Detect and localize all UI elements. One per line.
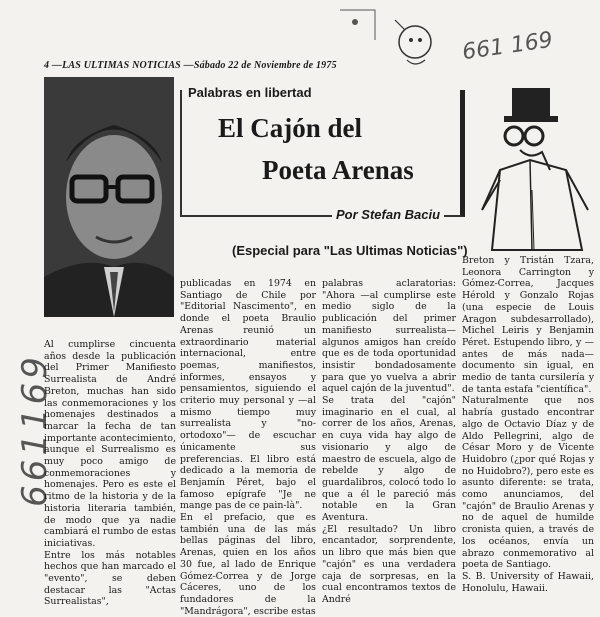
special-note: (Especial para "Las Ultimas Noticias")	[232, 243, 468, 258]
article-column-3: palabras aclaratorias: "Ahora —al cumplirse este medio siglo de la publicación del primer manifiesto surrealista— algunos amigos han creído que es de toda oportunidad insistir bondadosamente para que yo vuelva a abrir aquel cajón de la juventud". Se trata del "cajón" imaginario en el cual, al correr de los años, Arenas, en cuya vida hay algo de visionario y algo de maestro de escuela, algo de rebelde y algo de guardalibros, colocó todo lo que a él le pareció más notable en la Gran Aventura. ¿El resultado? Un libro encantador, sorprendente, un libro que más bien que "cajón" es una verdadera caja de sorpresas, en la cual encontramos textos de André	[322, 278, 456, 605]
cartoon-figure-binoculars	[470, 60, 600, 255]
title-frame	[180, 90, 465, 217]
newspaper-header: 4 —LAS ULTIMAS NOTICIAS —Sábado 22 de Noviembre de 1975	[44, 60, 337, 71]
section-kicker: Palabras en libertad	[184, 85, 316, 100]
article-column-4: Breton y Tristán Tzara, Leonora Carrington y Gómez-Correa, Jacques Hérold y Gonzalo Rojas (una especie de Louis Aragon subdesarrollado), Michel Leiris y Benjamin Péret. Estupendo libro, y —antes de más nada— documento sin igual, en medio de tanta cursilería y de tanta estafa "científica". Naturalmente que nos habría gustado encontrar algo de Octavio Díaz y de Aldo Pellegrini, algo de César Moro y de Vicente Huidobro (¿por qué Rojas y no Huidobro?), pero este es asunto diferente: se trata, como anunciamos, del "cajón" de Braulio Arenas y no de aquel de humilde cronista quien, a través de los océanos, envía un abrazo conmemorativo al poeta de Santiago. S. B. University of Hawaii, Honolulu, Hawaii.	[462, 255, 594, 594]
article-byline: Por Stefan Baciu	[332, 207, 444, 222]
handwritten-number-side: 661169	[14, 353, 55, 507]
article-column-1: Al cumplirse cincuenta años desde la publicación del Primer Manifiesto Surrealista de André Breton, muchas han sido las conmemoraciones y los homenajes destinados a marcar la fecha de tan importante acontecimiento, aunque el Surrealismo es muy poco amigo de conmemoraciones y homenajes. Pero es este el ritmo de la historia y de la historia literaria también, de modo que ya nadie cambiará el rumbo de estas iniciativas. Entre los más notables hechos que han marcado el "evento", se deben destacar las "Actas Surrealistas",	[44, 339, 176, 608]
handwritten-number-top: 661 169	[460, 27, 555, 66]
article-title-line-2: Poeta Arenas	[262, 155, 414, 185]
doodle-illustration	[335, 0, 465, 70]
author-photo	[44, 77, 174, 317]
article-column-2: publicadas en 1974 en Santiago de Chile por "Editorial Nascimento", en donde el poeta Braulio Arenas reunió un extraordinario material internacional, entre poemas, manifiestos, informes, ensayos y pensamientos, siguiendo el criterio muy personal y —al mismo tiempo muy surrealista y "no-ortodoxo"— de escuchar únicamente sus preferencias. El libro está dedicado a la memoria de Benjamín Péret, bajo el famoso epígrafe "Je ne mange pas de ce pain-là". En el prefacio, que es también una de las más bellas páginas del libro, Arenas, quien en los años 30 fue, al lado de Enrique Gómez-Correa y de Jorge Cáceres, uno de los fundadores de la "Mandrágora", escribe estas	[180, 278, 316, 617]
article-title-line-1: El Cajón del	[218, 113, 363, 143]
